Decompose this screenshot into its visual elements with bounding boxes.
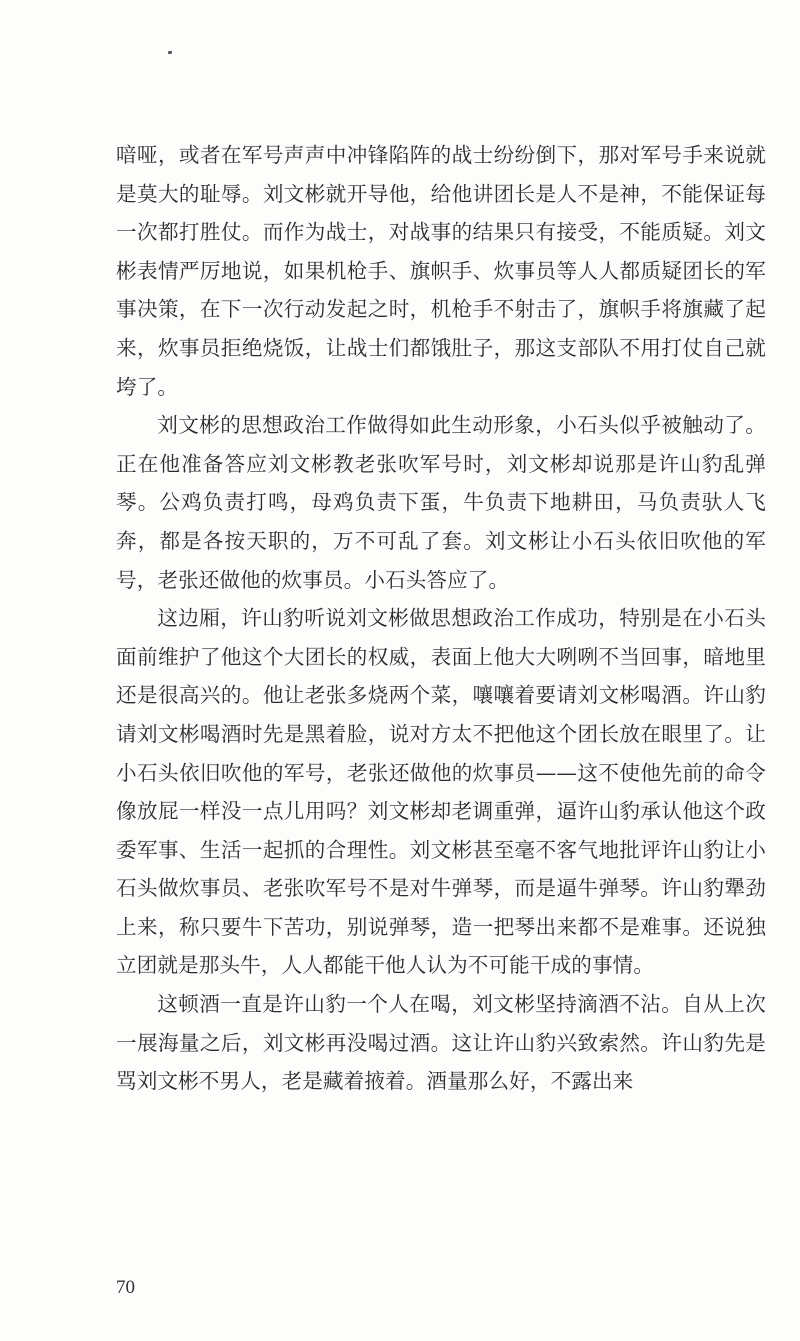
paragraph: 这顿酒一直是许山豹一个人在喝，刘文彬坚持滴酒不沾。自从上次一展海量之后，刘文彬再没喝过酒。这让许山豹兴致索然。许山豹先是骂刘文彬不男人，老是藏着掖着。酒量那么好，不露出来: [116, 992, 766, 1094]
paragraph: 刘文彬的思想政治工作做得如此生动形象，小石头似乎被触动了。正在他准备答应刘文彬教老张吹军号时，刘文彬却说那是许山豹乱弹琴。公鸡负责打鸣，母鸡负责下蛋，牛负责下地耕田，马负责驮人飞奔，都是各按天职的，万不可乱了套。刘文彬让小石头依旧吹他的军号，老张还做他的炊事员。小石头答应了。: [116, 413, 766, 592]
body-text: [116, 136, 766, 1101]
paragraph-continued: 喑哑，或者在军号声声中冲锋陷阵的战士纷纷倒下，那对军号手来说就是莫大的耻辱。刘文彬就开导他，给他讲团长是人不是神，不能保证每一次都打胜仗。而作为战士，对战事的结果只有接受，不能质疑。刘文彬表情严厉地说，如果机枪手、旗帜手、炊事员等人人都质疑团长的军事决策，在下一次行动发起之时，机枪手不射击了，旗帜手将旗藏了起来，炊事员拒绝烧饭，让战士们都饿肚子，那这支部队不用打仗自己就垮了。: [116, 143, 766, 399]
paragraph: 这边厢，许山豹听说刘文彬做思想政治工作成功，特别是在小石头面前维护了他这个大团长的权威，表面上他大大咧咧不当回事，暗地里还是很高兴的。他让老张多烧两个菜，嚷嚷着要请刘文彬喝酒。许山豹请刘文彬喝酒时先是黑着脸，说对方太不把他这个团长放在眼里了。让小石头依旧吹他的军号，老张还做他的炊事员——这不使他先前的命令像放屁一样没一点儿用吗？刘文彬却老调重弹，逼许山豹承认他这个政委军事、生活一起抓的合理性。刘文彬甚至毫不客气地批评许山豹让小石头做炊事员、老张吹军号不是对牛弹琴，而是逼牛弹琴。许山豹犟劲上来，称只要牛下苦功，别说弹琴，造一把琴出来都不是难事。还说独立团就是那头牛，人人都能干他人认为不可能干成的事情。: [116, 606, 766, 978]
page-number: 70: [116, 1277, 135, 1298]
print-speck: [168, 51, 173, 55]
